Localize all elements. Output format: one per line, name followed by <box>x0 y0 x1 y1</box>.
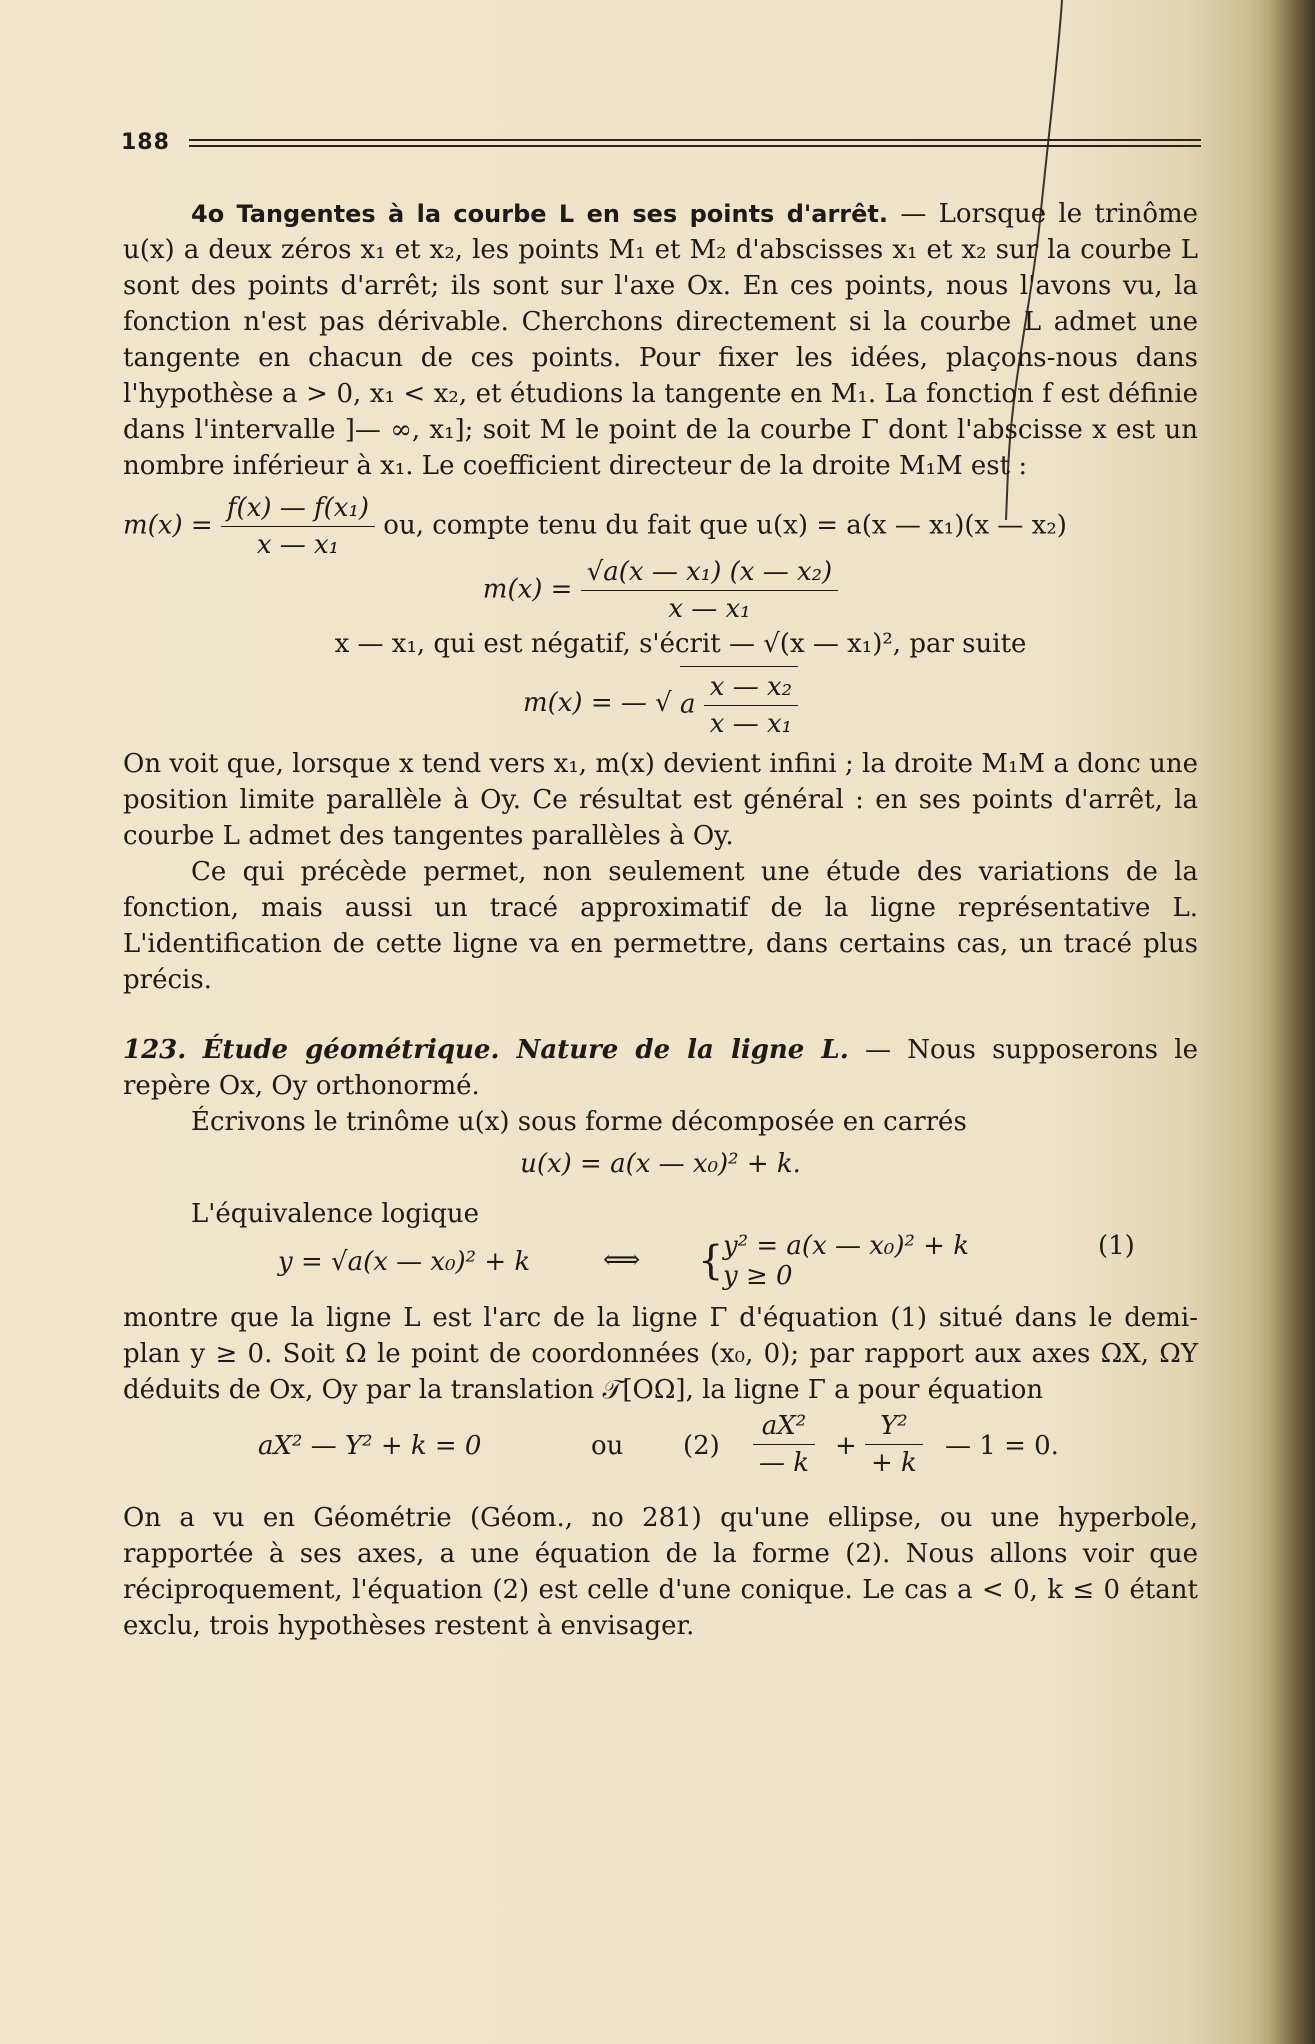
equation-4: u(x) = a(x — x₀)² + k. <box>520 1149 801 1179</box>
book-spine-shadow <box>1270 0 1315 2044</box>
equation-2: m(x) = $\frac{\text{√a(x — x₁) (x — x₂)}}{\text{x — x₁}}$ <box>123 554 1198 626</box>
equation-text: ou, compte tenu du fait que u(x) = a(x — x₁)(x — x₂) <box>383 510 1067 541</box>
subsection-number: 4o <box>191 200 225 228</box>
paragraph-ecrivons: Écrivons le trinôme u(x) sous forme décomposée en carrés <box>191 1107 967 1137</box>
section-number: 123. <box>123 1035 187 1065</box>
page-number: 188 <box>121 130 170 155</box>
fraction: $\frac{\text{f(x) — f(x₁)}}{\text{x — x₁}}$ <box>221 490 375 563</box>
section-text: — Nous supposerons le repère Ox, Oy orthonormé. <box>123 1035 1198 1101</box>
equation-3: m(x) = — √ a $\frac{\text{x — x₂}}{\text{x — x₁}}$ <box>123 666 1198 746</box>
section-title: Étude géométrique. Nature de la ligne L. <box>202 1035 849 1065</box>
header-rule <box>189 139 1201 141</box>
page-header <box>121 130 1201 156</box>
fraction: $\frac{\text{x — x₂}}{\text{x — x₁}}$ <box>704 669 798 742</box>
header-rule-2 <box>189 145 1201 147</box>
page-body <box>123 196 1198 1644</box>
paragraph-equivalence: L'équivalence logique <box>191 1199 480 1229</box>
equation-6: aX² — Y² + k = 0 ou (2) $\frac{\text{aX²}}{— k}$ + $\frac{\text{Y²}}{+ k}$ — 1 = 0. <box>123 1408 1198 1482</box>
brace: { <box>698 1238 724 1284</box>
equation-1: m(x) = $\frac{\text{f(x) — f(x₁)}}{\text{x — x₁}}$ ou, compte tenu du fait que u(x) = a(x — x₁)(x — x₂) <box>123 490 1198 554</box>
equation-5: y = √a(x — x₀)² + k ⟺ { y² = a(x — x₀)² + k y ≥ 0 (1) <box>123 1232 1198 1292</box>
section-123 <box>123 1032 1198 1104</box>
paragraph-limite: On voit que, lorsque x tend vers x₁, m(x) devient infini ; la droite M₁M a donc une position limite parallèle à Oy. Ce résultat est général : en ses points d'arrêt, la courbe L admet des tangentes parallèles à Oy. <box>123 749 1198 851</box>
fraction: $\frac{\text{√a(x — x₁) (x — x₂)}}{\text{x — x₁}}$ <box>581 554 838 627</box>
paragraph-conique: On a vu en Géométrie (Géom., no 281) qu'une ellipse, ou une hyperbole, rapportée à ses axes, a une équation de la forme (2). Nous allons voir que réciproquement, l'équation (2) est celle d'une conique. Le cas a < 0, k ≤ 0 étant exclu, trois hypothèses restent à envisager. <box>123 1503 1198 1641</box>
paragraph-trace: Ce qui précède permet, non seulement une étude des variations de la fonction, mais aussi un tracé approximatif de la ligne représentative L. L'identification de cette ligne va en permettre, dans certains cas, un tracé plus précis. <box>123 857 1198 995</box>
fraction: $\frac{\text{aX²}}{— k}$ <box>753 1408 815 1481</box>
paragraph-tangentes <box>123 196 1198 484</box>
subsection-heading: Tangentes à la courbe L en ses points d'arrêt. <box>236 200 888 228</box>
paragraph-arc: montre que la ligne L est l'arc de la ligne Γ d'équation (1) situé dans le demi-plan y ≥ 0. Soit Ω le point de coordonnées (x₀, 0); par rapport aux axes ΩX, ΩY déduits de Ox, Oy par la translation 𝒯[OΩ], la ligne Γ a pour équation <box>123 1303 1198 1405</box>
fraction: $\frac{\text{Y²}}{+ k}$ <box>865 1408 923 1481</box>
equivalence-arrow: ⟺ <box>603 1245 641 1275</box>
equation-tag: (1) <box>1098 1231 1135 1261</box>
line-negatif: x — x₁, qui est négatif, s'écrit — √(x — x₁)², par suite <box>334 629 1027 659</box>
paragraph-text: — Lorsque le trinôme u(x) a deux zéros x₁ et x₂, les points M₁ et M₂ d'abscisses x₁ et x₂ sur la courbe L sont des points d'arrêt; ils sont sur l'axe Ox. En ces points, nous l'avons vu, la fonction n'est pas dérivable. Cherchons directement si la courbe L admet une tangente en chacun de ces points. Pour fixer les idées, plaçons-nous dans l'hypothèse a > 0, x₁ < x₂, et étudions la tangente en M₁. La fonction f est définie dans l'intervalle ]— ∞, x₁]; soit M le point de la courbe Γ dont l'abscisse x est un nombre inférieur à x₁. Le coefficient directeur de la droite M₁M est : <box>123 199 1199 481</box>
sqrt-group: a $\frac{\text{x — x₂}}{\text{x — x₁}}$ <box>680 666 798 742</box>
